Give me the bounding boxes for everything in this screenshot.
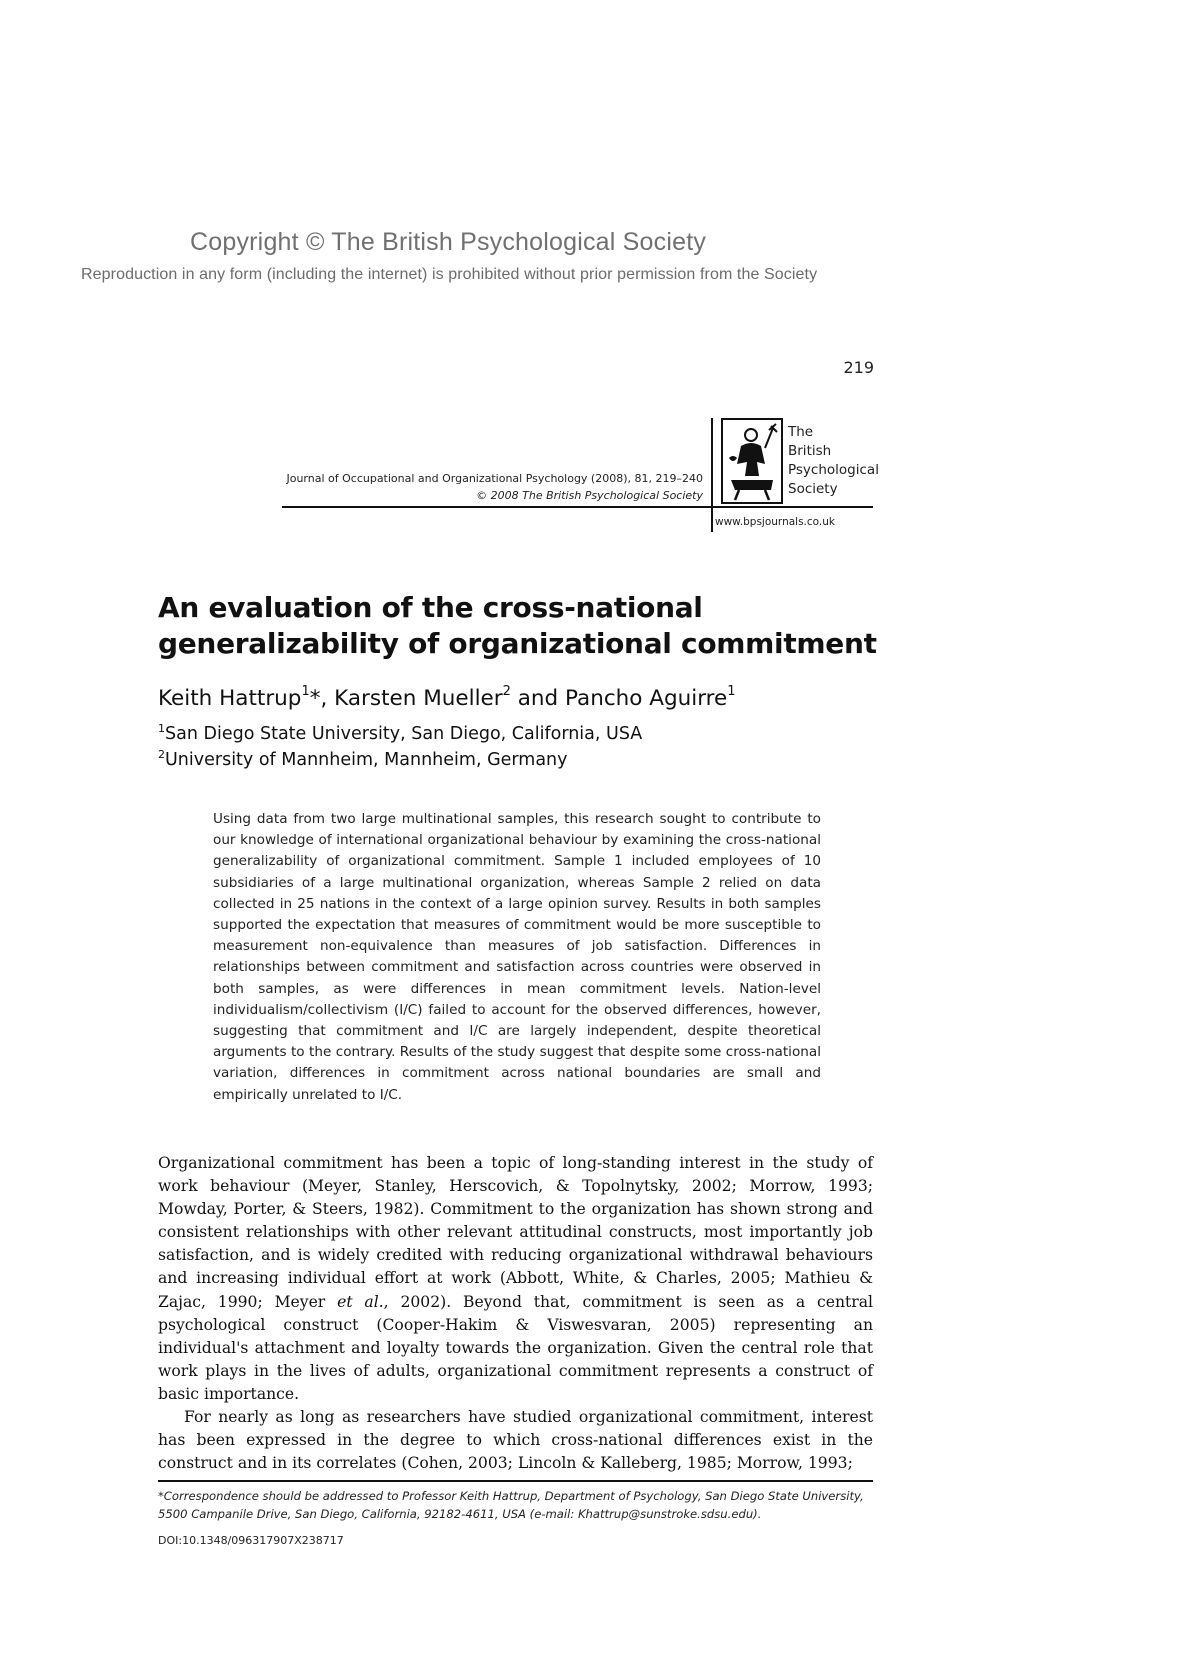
journal-citation: Journal of Occupational and Organizational Psychology (2008), 81, 219–240 [286,472,703,485]
author-name: Pancho Aguirre [565,686,728,712]
corresponding-mark: * [309,686,321,712]
author-separator: , [320,686,335,712]
author-separator: and [510,686,566,712]
author-name: Karsten Mueller [334,686,503,712]
paragraph-text: Organizational commitment has been a topic of long-standing interest in the study of work behaviour (Meyer, Stanley, Herscovich, & Topolnytsky, 2002; Morrow, 1993; Mowday, Porter, & Steers, 1982). Commitment to the organization has shown strong and consistent relationships with other relevant attitudinal constructs, most importantly job satisfaction, and is widely credited with reducing organizational withdrawal behaviours and increasing individual effort at work (Abbott, White, & Charles, 2005; Mathieu & Zajac, 1990; Meyer [158,1154,873,1311]
copyright-notice: Reproduction in any form (including the internet) is prohibited without prior permission from the Society [81,266,818,283]
society-line: Psychological [788,462,879,478]
copyright-title: Copyright © The British Psychological Society [190,228,707,256]
author-list [158,686,736,711]
affiliation-mark: 2 [158,748,165,761]
society-name [788,423,879,499]
bps-logo-icon [721,418,783,504]
affiliation-mark: 1 [158,722,165,735]
logo-divider [711,418,713,532]
title-line: An evaluation of the cross-national [158,591,703,624]
correspondence-footnote: *Correspondence should be addressed to Professor Keith Hattrup, Department of Psychology, San Diego State University, 5500 Campanile Drive, San Diego, California, 92182-4611, USA (e-mail: Khattrup@sunstroke.sdsu.edu). [158,1489,864,1521]
society-line: British [788,443,832,459]
paper-title [158,590,918,662]
affiliation-mark: 1 [301,684,310,699]
title-line: generalizability of organizational commitment [158,627,877,660]
journal-url[interactable]: www.bpsjournals.co.uk [715,516,835,528]
footnote-rule [158,1480,873,1482]
paragraph: For nearly as long as researchers have studied organizational commitment, interest has been expressed in the degree to which cross-national differences exist in the construct and in its correlates (Cohen, 2003; Lincoln & Kalleberg, 1985; Morrow, 1993; [158,1408,873,1473]
et-al: et al. [337,1292,384,1311]
affiliation [158,748,568,770]
abstract: Using data from two large multinational samples, this research sought to contribute to our knowledge of international organizational behaviour by examining the cross-national generalizability of organizational commitment. Sample 1 included employees of 10 subsidiaries of a large multinational organization, whereas Sample 2 relied on data collected in 25 nations in the context of a large opinion survey. Results in both samples supported the expectation that measures of commitment would be more susceptible to measurement non-equivalence than measures of job satisfaction. Differences in relationships between commitment and satisfaction across countries were observed in both samples, as were differences in mean commitment levels. Nation-level individualism/collectivism (I/C) failed to account for the observed differences, however, suggesting that commitment and I/C are largely independent, despite theoretical arguments to the contrary. Results of the study suggest that despite some cross-national variation, differences in commitment across national boundaries are small and empirically unrelated to I/C. [213,811,821,1103]
affiliation-mark: 1 [727,684,736,699]
affiliation-text: University of Mannheim, Mannheim, Germany [165,749,568,770]
affiliation-text: San Diego State University, San Diego, California, USA [165,723,643,744]
body-text [158,1152,873,1475]
journal-copyright: © 2008 The British Psychological Society [476,489,703,502]
society-line: Society [788,481,838,497]
affiliation [158,722,642,744]
journal-header [260,470,703,504]
affiliation-mark: 2 [502,684,511,699]
header-rule [282,506,873,508]
page-number: 219 [843,358,874,377]
society-line: The [788,424,814,440]
doi[interactable]: DOI:10.1348/096317907X238717 [158,1534,344,1547]
author-name: Keith Hattrup [158,686,302,712]
paragraph [158,1152,873,1406]
paragraph-text: , 2002). Beyond that, commitment is seen as a central psychological construct (Cooper-Hakim & Viswesvaran, 2005) representing an individual's attachment and loyalty towards the organization. Given the central role that work plays in the lives of adults, organizational commitment represents a construct of basic importance. [158,1292,873,1403]
